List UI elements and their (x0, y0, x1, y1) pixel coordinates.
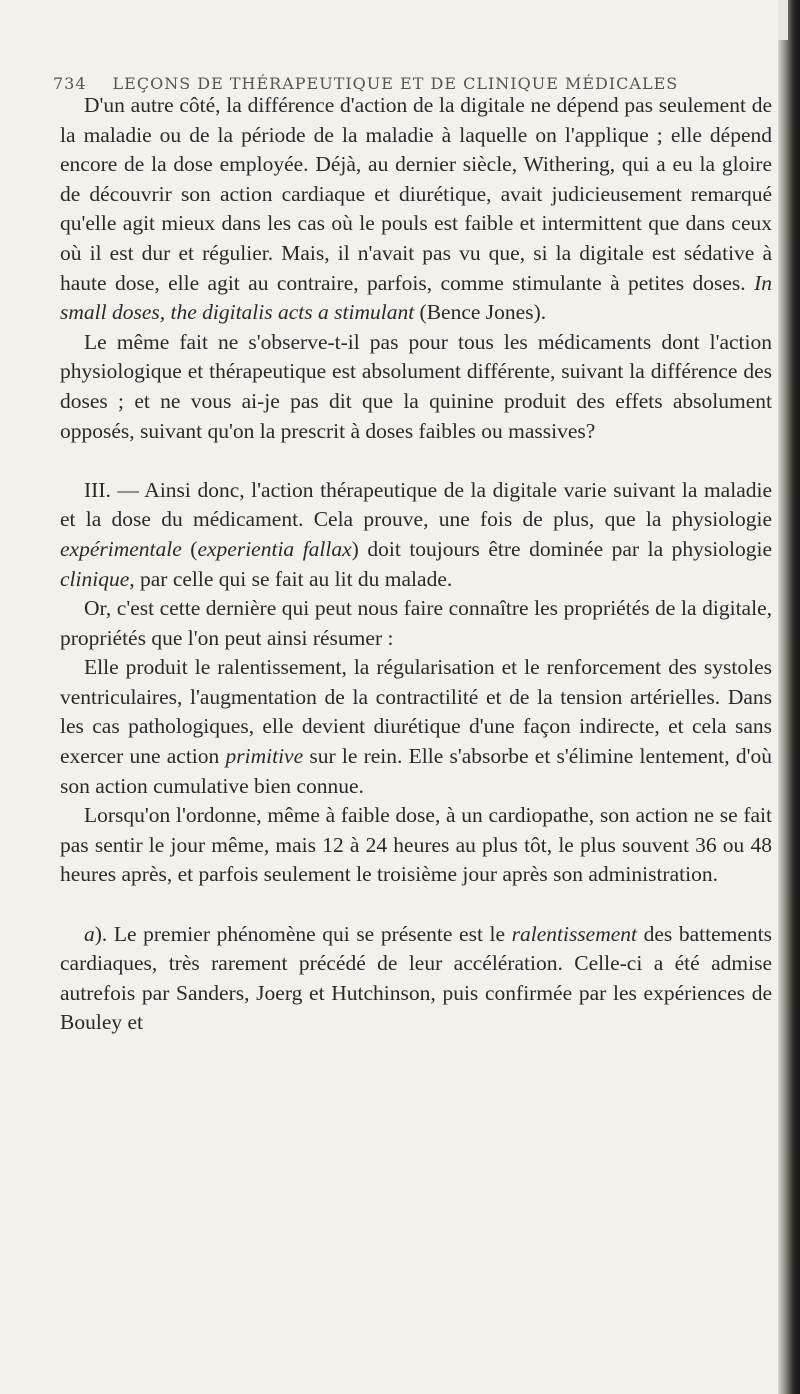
paragraph (60, 801, 772, 890)
text-run: par celle qui se fait au lit du malade. (134, 566, 453, 591)
paragraph (60, 920, 772, 1038)
text-run: Or, c'est cette dernière qui peut nous faire connaître les propriétés de la digitale, propriétés que l'on peut ainsi résumer : (60, 596, 772, 650)
text-run: Elle produit le ralentissement, la régularisation et le renforcement des systoles ventriculaires, l'augmentation de la contractilité et de la tension artérielles. Dans les cas pathologiques, elle devient diurétique d'une façon indirecte, et cela sans exercer une action (60, 655, 772, 769)
italic-run: a (84, 921, 95, 946)
text-run: D'un autre côté, la différence d'action de la digitale ne dépend pas seulement de la maladie ou de la période de la maladie à laquelle on l'applique ; elle dépend encore de la dose employée. Déjà, au dernier siècle, Withering, qui a eu la gloire de découvrir son action cardiaque et diurétique, avait judicieusement remarqué qu'elle agit mieux dans les cas où le pouls est faible et intermittent que dans ceux où il est dur et régulier. Mais, il n'avait pas vu que, si la digitale est sédative à haute dose, elle agit au contraire, parfois, comme stimulante à petites doses. (60, 93, 772, 295)
paragraph (60, 328, 772, 446)
text-run: ) doit toujours être dominée par la physiologie (351, 536, 772, 561)
text-run: des battements cardiaques, très rarement précédé de leur accélération. Celle-ci a été admise autrefois par Sanders, Joerg et Hutchinson, puis confirmée par les expériences de Bouley et (60, 921, 772, 1035)
italic-run: In small doses, the digitalis acts a stimulant (60, 270, 772, 325)
text-run: sur le rein. Elle s'absorbe et s'élimine lentement, d'où son action cumulative bien connue. (60, 744, 772, 798)
text-run: Le même fait ne s'observe-t-il pas pour tous les médicaments dont l'action physiologique et thérapeutique est absolument différente, suivant la différence des doses ; et ne vous ai-je pas dit que la quinine produit des effets absolument opposés, suivant qu'on la prescrit à doses faibles ou massives? (60, 329, 772, 443)
paragraph (60, 594, 772, 653)
italic-run: clinique, (60, 566, 135, 591)
page-edge-highlight (778, 0, 788, 40)
text-run: III. — Ainsi donc, l'action thérapeutique de la digitale varie suivant la maladie et la dose du médicament. Cela prouve, une fois de plus, que la physiologie (60, 477, 772, 532)
paragraph (60, 476, 772, 594)
italic-run: primitive (225, 744, 304, 769)
running-title: LEÇONS DE THÉRAPEUTIQUE ET DE CLINIQUE MÉDICALES (112, 74, 679, 93)
text-run: Lorsqu'on l'ordonne, même à faible dose, à un cardiopathe, son action ne se fait pas sentir le jour même, mais 12 à 24 heures au plus tôt, le plus souvent 36 ou 48 heures après, et parfois seulement le troisième jour après son administration. (60, 803, 772, 887)
italic-run: experientia fallax (197, 536, 352, 561)
text-run: ). Le premier phénomène qui se présente est le (94, 921, 512, 946)
paragraph (60, 653, 772, 801)
text-run: (Bence Jones). (414, 300, 547, 325)
page-edge-shadow (778, 0, 800, 1394)
text-run: ( (181, 536, 198, 561)
paragraph (60, 91, 772, 328)
italic-run: ralentissement (511, 921, 638, 946)
body-text (60, 91, 772, 1038)
page-number: 734 (53, 74, 87, 93)
italic-run: expérimentale (60, 536, 182, 561)
